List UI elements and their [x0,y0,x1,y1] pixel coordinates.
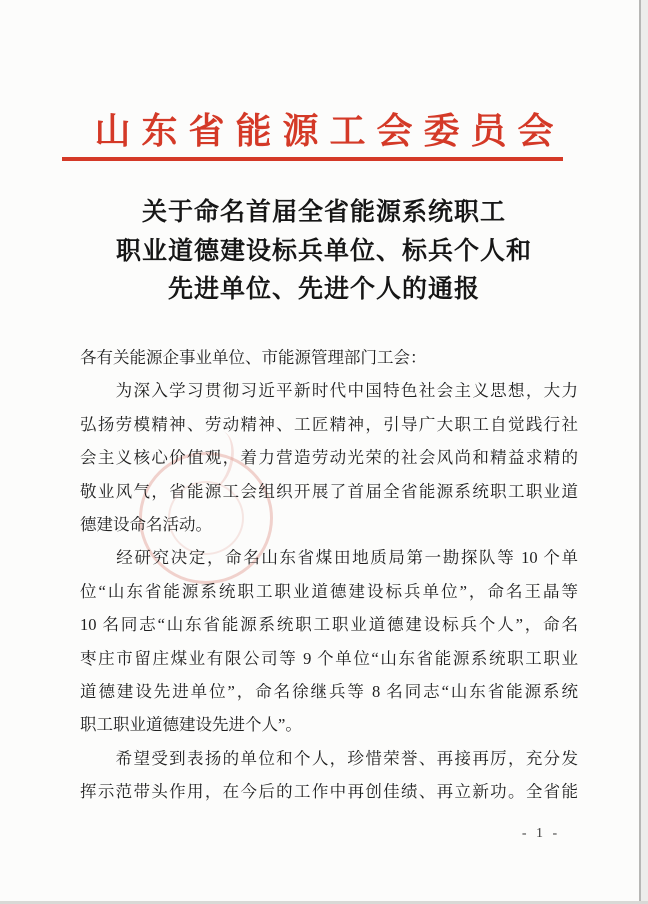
body-line: 枣庄市留庄煤业有限公司等 9 个单位“山东省能源系统职工职业 [80,648,578,668]
body-line: 会主义核心价值观，着力营造劳动光荣的社会风尚和精益求精的 [80,448,578,468]
letterhead-issuer-title: 山东省能源工会委员会 [94,111,565,151]
body-line: 职工职业道德建设先进个人”。 [80,715,302,735]
page-number: - 1 - [521,826,561,841]
body-line: 为深入学习贯彻习近平新时代中国特色社会主义思想，大力 [80,381,578,401]
body-line: 位“山东省能源系统职工职业道德建设标兵单位”，命名王晶等 [80,581,578,601]
document-title [40,194,608,310]
letterhead-rule [62,157,563,161]
body-line: 道德建设先进单位”，命名徐继兵等 8 名同志“山东省能源系统 [80,681,578,701]
body-line: 10 名同志“山东省能源系统职工职业道德建设标兵个人”，命名 [80,615,578,635]
body-line: 德建设命名活动。 [80,514,212,534]
salutation-line: 各有关能源企事业单位、市能源管理部门工会： [80,348,427,367]
body-line: 挥示范带头作用，在今后的工作中再创佳绩、再立新功。全省能 [80,782,578,802]
document-title-line-2: 职业道德建设标兵单位、标兵个人和 [115,237,532,265]
document-title-line-1: 关于命名首届全省能源系统职工 [141,199,506,226]
body-line: 希望受到表扬的单位和个人，珍惜荣誉、再接再厉，充分发 [80,748,578,768]
document-title-line-3: 先进单位、先进个人的通报 [167,276,480,303]
document-body [80,341,578,808]
body-line: 弘扬劳模精神、劳动精神、工匠精神，引导广大职工自觉践行社 [80,414,578,434]
body-line: 敬业风气，省能源工会组织开展了首届全省能源系统职工职业道 [80,481,578,501]
body-line: 经研究决定，命名山东省煤田地质局第一勘探队等 10 个单 [80,548,578,568]
